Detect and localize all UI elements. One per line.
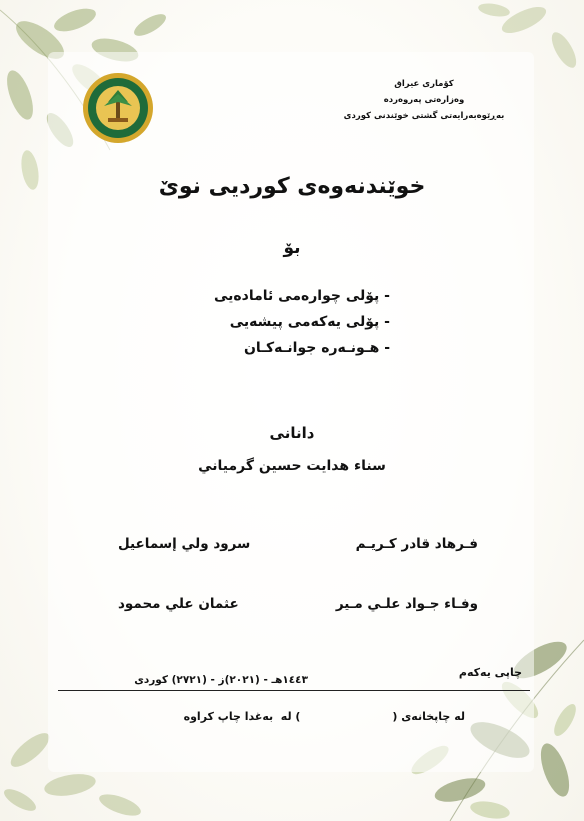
content-panel [48,52,534,772]
edition-label: چاپی یەکەم [458,666,522,679]
publication-date: ١٤٤٣هـ - (٢٠٢١)ز - (٢٧٢١) کوردی [134,674,308,686]
prepared-by-label: دانانی [269,424,315,442]
contributor-name: سرود ولي إسماعیل [118,536,251,552]
ministry-header [314,76,534,124]
grade-item: - پۆلی چوارەمی ئامادەیی [213,288,390,304]
contributor-name: عثمان علي محمود [118,596,239,612]
book-title: خوێندنەوەی کوردیی نوێ [158,174,426,199]
contributor-name: فـرهاد قادر کـریـم [355,536,478,552]
for-label: بۆ [283,238,301,258]
contributor-name: وفـاء جـواد علـي مـیر [335,596,478,612]
grade-item: - پۆلی یەکەمی پیشەیی [229,314,390,330]
grade-list [190,283,390,361]
ministry-seal-icon [82,72,154,144]
author-name: سناء هدایت حسین گرمیاني [198,458,386,474]
ministry-line-ministry: وەزارەتی پەروەردە [383,95,465,105]
grade-item: - هـونـەرە جوانـەکـان [243,340,390,356]
ministry-line-directorate: بەڕێوەبەرایەتی گشتی خوێندنی کوردی [343,111,505,121]
printing-info: لە چاپخانەی ( ) لە بەغدا چاپ کراوە [183,710,465,723]
divider-line [58,690,530,691]
ministry-line-country: کۆماری عیراق [394,79,454,89]
